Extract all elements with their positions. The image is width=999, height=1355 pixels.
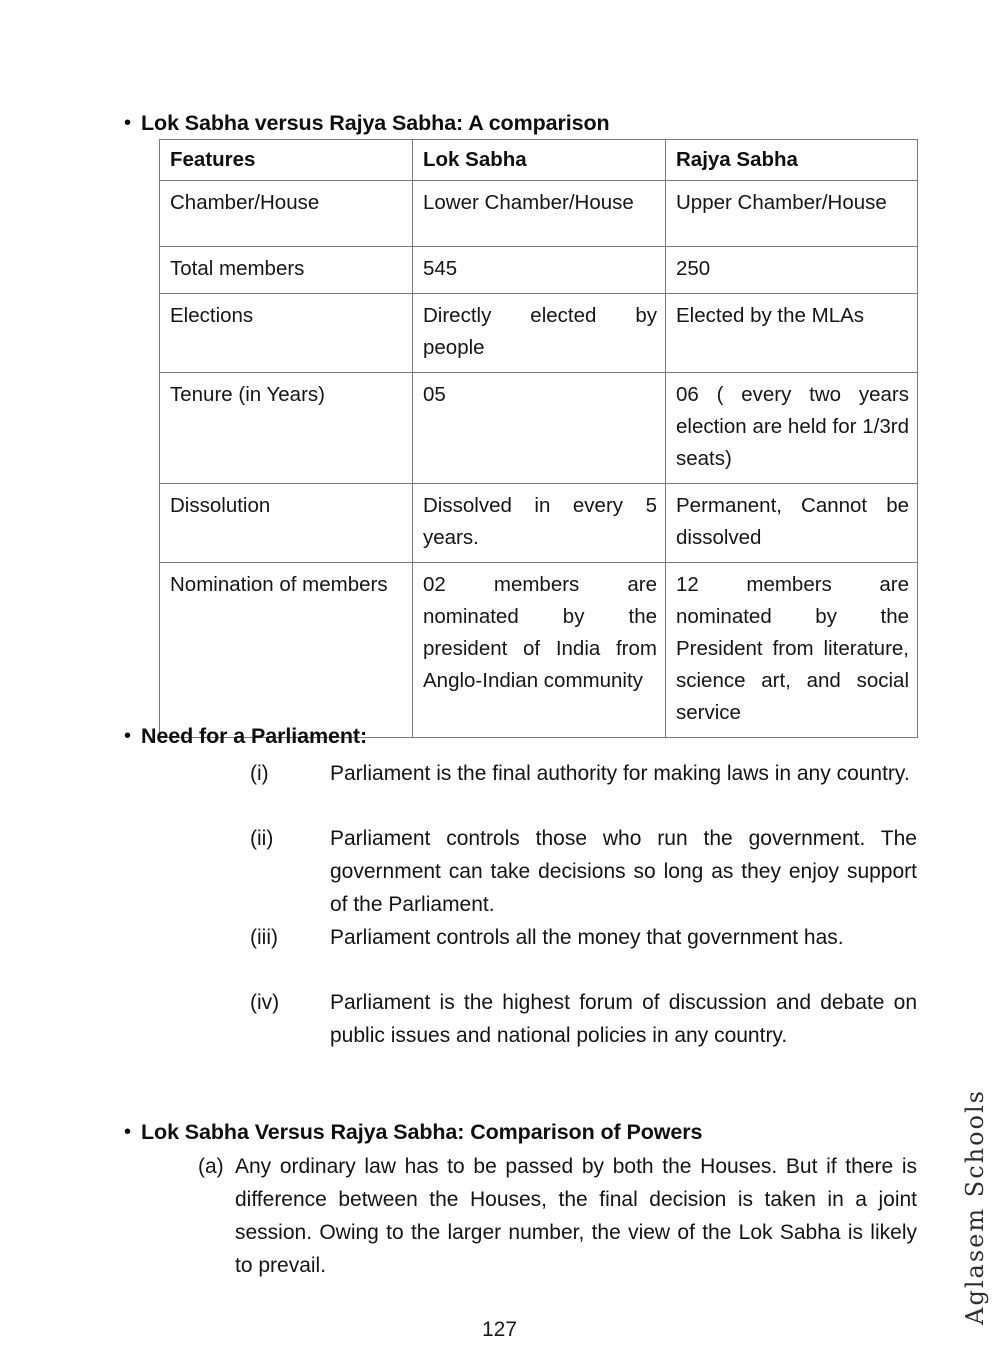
list-marker: (a) [198,1155,224,1178]
list-item [250,822,917,921]
bullet-icon: • [124,725,132,747]
list-item [250,921,917,954]
cell-lok-sabha: Directly elected by people [413,294,666,373]
table-header-row [160,140,918,181]
list-item-text: Any ordinary law has to be passed by both the Houses. But if there is difference between the Houses, the final decision is taken in a joint session. Owing to the larger number, the view of the Lok Sabha is likely to prevail. [235,1155,917,1277]
cell-lok-sabha: Dissolved in every 5 years. [413,484,666,563]
bullet-icon: • [124,112,132,134]
list-marker: (ii) [250,827,274,850]
list-item-text: Parliament is the final authority for making laws in any country. [330,762,910,785]
heading-comparison-of-powers-label: Lok Sabha Versus Rajya Sabha: Comparison of Powers [141,1120,703,1144]
cell-rajya-sabha: 250 [666,247,918,294]
table-header-features: Features [160,140,413,181]
cell-feature: Nomination of members [160,563,413,738]
cell-lok-sabha: Lower Chamber/House [413,181,666,247]
heading-table-comparison-label: Lok Sabha versus Rajya Sabha: A comparison [141,111,610,135]
page-number: 127 [481,1318,518,1341]
cell-rajya-sabha: 06 ( every two years election are held for 1/3rd seats) [666,373,918,484]
table-row [160,181,918,247]
table-row [160,484,918,563]
heading-need-for-parliament [108,721,367,751]
heading-comparison-of-powers [108,1117,702,1147]
list-marker: (iv) [250,991,280,1014]
list-item-text: Parliament controls those who run the government. The government can take decisions so long as they enjoy support of the Parliament. [330,827,917,916]
cell-feature: Chamber/House [160,181,413,247]
heading-table-comparison [108,108,610,138]
list-item [250,757,917,790]
cell-rajya-sabha: Upper Chamber/House [666,181,918,247]
cell-lok-sabha: 02 members are nominated by the president of India from Anglo-Indian community [413,563,666,738]
heading-need-for-parliament-label: Need for a Parliament: [141,724,368,748]
table-row [160,373,918,484]
cell-rajya-sabha: Permanent, Cannot be dissolved [666,484,918,563]
list-item-text: Parliament is the highest forum of discussion and debate on public issues and national policies in any country. [330,991,917,1047]
list-item-text: Parliament controls all the money that government has. [330,926,844,949]
cell-feature: Tenure (in Years) [160,373,413,484]
list-item [250,986,917,1052]
cell-lok-sabha: 05 [413,373,666,484]
cell-feature: Elections [160,294,413,373]
bullet-icon: • [124,1121,132,1143]
table-row [160,247,918,294]
table-header-lok-sabha: Lok Sabha [413,140,666,181]
cell-feature: Total members [160,247,413,294]
list-marker: (iii) [250,926,278,949]
watermark-aglasem-schools: Aglasem Schools [961,1089,989,1325]
cell-feature: Dissolution [160,484,413,563]
cell-lok-sabha: 545 [413,247,666,294]
table-header-rajya-sabha: Rajya Sabha [666,140,918,181]
cell-rajya-sabha: Elected by the MLAs [666,294,918,373]
lok-sabha-rajya-sabha-comparison-table [159,139,918,738]
table-row [160,294,918,373]
table-row [160,563,918,738]
cell-rajya-sabha: 12 members are nominated by the President from literature, science art, and social service [666,563,918,738]
list-marker: (i) [250,762,269,785]
list-item [198,1150,917,1282]
